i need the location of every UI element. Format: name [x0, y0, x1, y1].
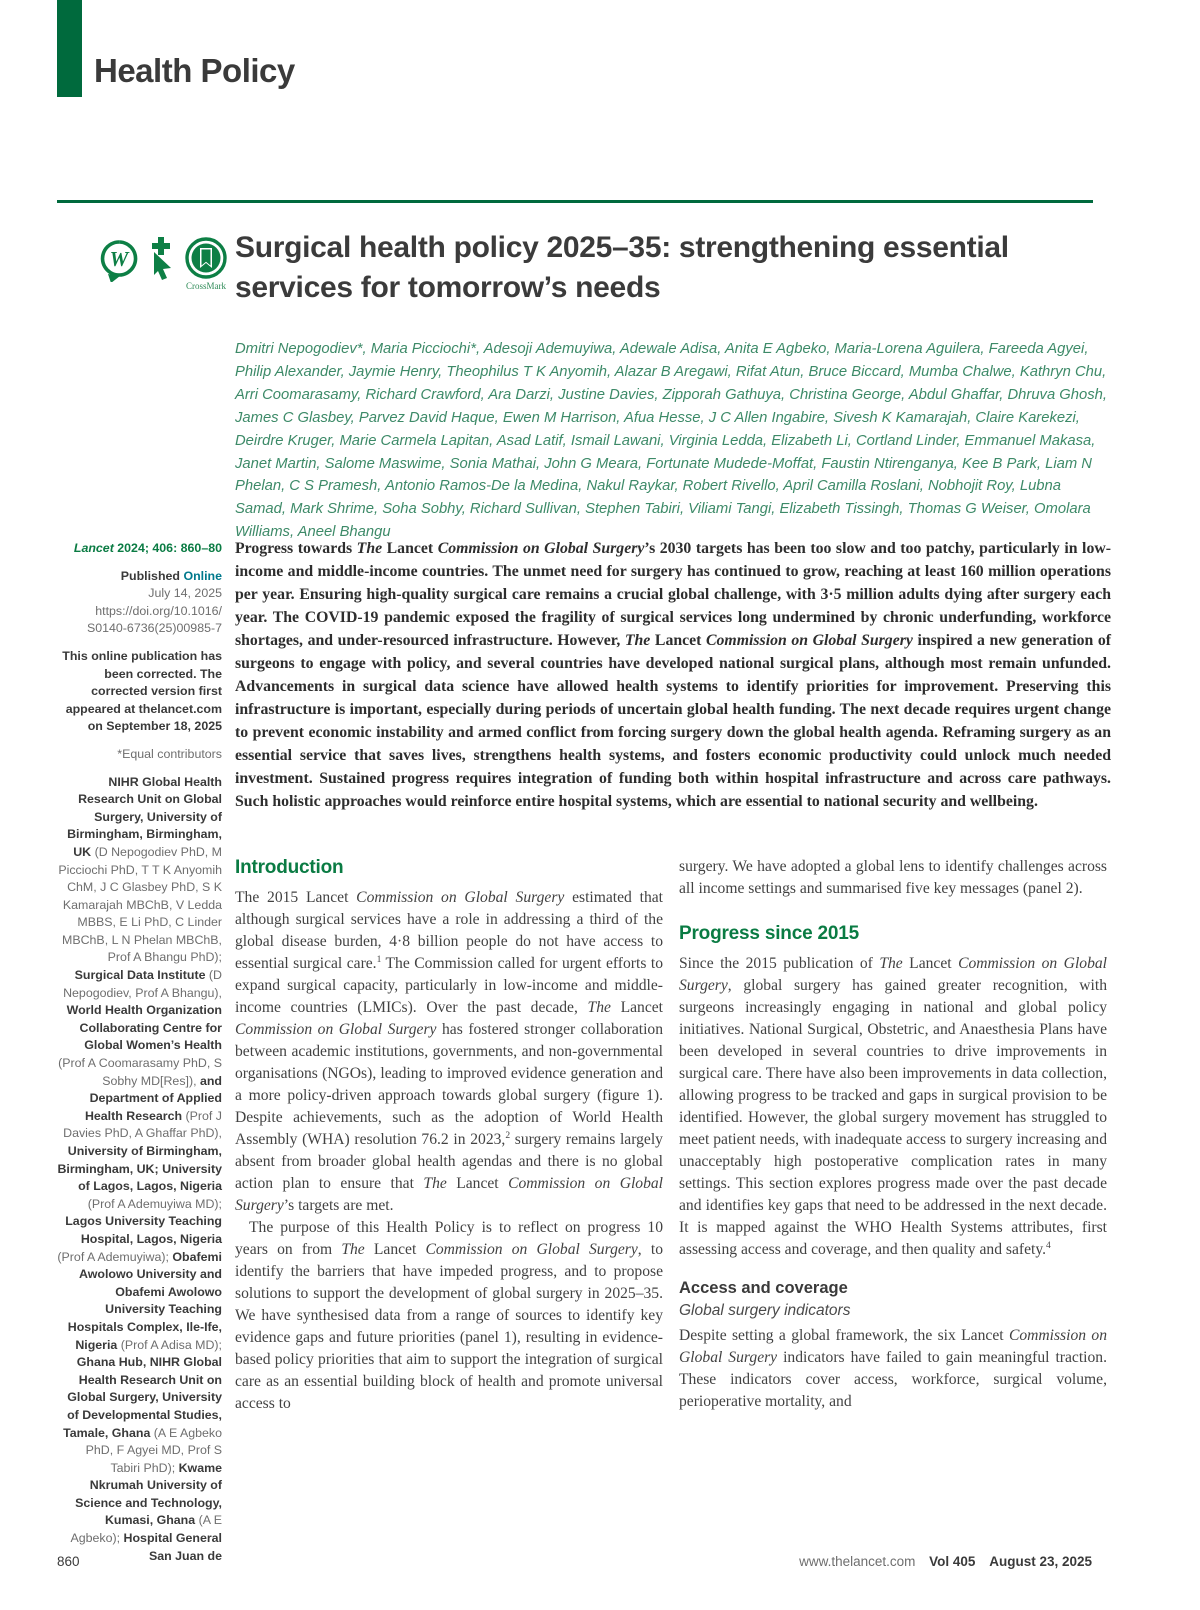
w-circle-icon: [98, 236, 140, 287]
article-title: [235, 228, 1135, 308]
journal-date: August 23, 2025: [989, 1554, 1092, 1569]
published-online-label: Online: [183, 568, 222, 583]
sidebar-metadata: [57, 540, 222, 1575]
header-rule: [57, 200, 1093, 203]
crossmark-badge[interactable]: [184, 236, 228, 291]
correction-note: This online publication has been corrected. The corrected version first appeared at thelancet.com on September 18, 2025: [62, 648, 222, 734]
affiliations: NIHR Global Health Research Unit on Global Surgery, University of Birmingham, Birmingham, UK (D Nepogodiev PhD, M Picciochi PhD, T T K Anyomih ChM, J C Glasbey PhD, S K Kamarajah MBChB, V Ledda MBBS, E Li PhD, C Linder MBChB, L N Phelan MBChB, Prof A Bhangu PhD); Surgical Data Institute (D Nepogodiev, Prof A Bhangu), World Health Organization Collaborating Centre for Global Women’s Health (Prof A Coomarasamy PhD, S Sobhy MD[Res]), and Department of Applied Health Research (Prof J Davies PhD, A Ghaffar PhD), University of Birmingham, Birmingham, UK; University of Lagos, Lagos, Nigeria (Prof A Ademuyiwa MD); Lagos University Teaching Hospital, Lagos, Nigeria (Prof A Ademuyiwa); Obafemi Awolowo University and Obafemi Awolowo University Teaching Hospitals Complex, Ile-Ife, Nigeria (Prof A Adisa MD); Ghana Hub, NIHR Global Health Research Unit on Global Surgery, University of Developmental Studies, Tamale, Ghana (A E Agbeko PhD, F Agyei MD, Prof S Tabiri PhD); Kwame Nkrumah University of Science and Technology, Kumasi, Ghana (A E Agbeko); Hospital General San Juan de: [57, 774, 222, 1563]
intro-paragraph-2: The purpose of this Health Policy is to reflect on progress 10 years on from The Lancet Commission on Global Surgery, to identify the barriers that have impeded progress, and to propose solutions to support the development of global surgery in 2025–35. We have synthesised data from a range of sources to identify key evidence gaps and future priorities (panel 1), resulting in evidence-based policy priorities that aim to support the integration of surgical care as an essential building block of health and promote universal access to: [235, 1219, 663, 1412]
body-column-left: [235, 856, 663, 1415]
continuation-paragraph: surgery. We have adopted a global lens to identify challenges across all income settings and summarised five key messages (panel 2).: [679, 858, 1107, 897]
equal-contributors-note: *Equal contributors: [117, 746, 222, 761]
journal-website: www.thelancet.com: [799, 1554, 916, 1569]
subheading-access-coverage: Access and coverage: [679, 1279, 848, 1297]
progress-paragraph: Since the 2015 publication of The Lancet Commission on Global Surgery, global surgery has gained greater recognition, with surgeons increasingly engaging in national and global policy initiatives. National Surgical, Obstetric, and Anaesthesia Plans have been developed in several countries to drive improvements in surgical care. There have also been improvements in data collection, allowing progress to be tracked and gaps in surgical provision to be identified. However, the global surgery movement has struggled to meet patient needs, with inadequate access to surgery increasing and unacceptably high postoperative complication rates in many settings. This section explores progress made over the past decade and identifies key gaps that need to be addressed in the next decade. It is mapped against the WHO Health Systems attributes, first assessing access and coverage, and then quality and safety.$^4$: [679, 955, 1108, 1258]
title-line-2: services for tomorrow’s needs: [235, 271, 661, 304]
title-line-1: Surgical health policy 2025–35: strengthening essential: [235, 231, 1009, 264]
abstract-text: Progress towards The Lancet Commission on Global Surgery’s 2030 targets has been too slow and too patchy, particularly in low-income and middle-income countries. The unmet need for surgery has continued to grow, reaching at least 160 million operations per year. Ensuring high-quality surgical care remains a crucial global challenge, with 3·5 million adults dying after surgery each year. The COVID-19 pandemic exposed the fragility of surgical services long undermined by chronic underfunding, workforce shortages, and under-resourced infrastructure. However, The Lancet Commission on Global Surgery inspired a new generation of surgeons to engage with policy, and several countries have developed national surgical plans, although most remain unfunded. Advancements in surgical data science have allowed health systems to identify priorities for improvement. Preserving this infrastructure is important, especially during periods of uncertain global health funding. The next decade requires urgent change to prevent economic instability and armed conflict from forcing surgery down the global health agenda. Reframing surgery as an essential service that saves lives, strengthens health systems, and fosters economic productivity could unlock much needed investment. Sustained progress requires integration of funding both within hospital infrastructure and across care pathways. Such holistic approaches would reinforce entire hospital systems, which are essential to national security and wellbeing.: [235, 540, 1112, 810]
crossmark-label: CrossMark: [186, 281, 226, 291]
published-date: July 14, 2025: [148, 586, 222, 601]
footer-journal-info: [799, 1554, 1092, 1569]
doi-link-line1[interactable]: https://doi.org/10.1016/: [95, 603, 222, 618]
svg-text:W: W: [109, 247, 129, 271]
indicators-paragraph: Despite setting a global framework, the six Lancet Commission on Global Surgery indicators have failed to gain meaningful traction. These indicators cover access, workforce, surgical volume, perioperative mortality, and: [679, 1327, 1108, 1410]
page-number: 860: [57, 1554, 80, 1569]
intro-paragraph-1: The 2015 Lancet Commission on Global Surgery estimated that although surgical services have a role in addressing a third of the global disease burden, 4·8 billion people do not have access to essential surgical care.$^1$ The Commission called for urgent efforts to expand surgical capacity, particularly in low-income and middle-income countries (LMICs). Over the past decade, The Lancet Commission on Global Surgery has fostered stronger collaboration between academic institutions, governments, and non-governmental organisations (NGOs), leading to improved evidence generation and a more policy-driven approach towards global surgery (figure 1). Despite achievements, such as the adoption of World Health Assembly (WHA) resolution 76.2 in 2023,$^2$ surgery remains largely absent from broader global health agendas and there is no global action plan to ensure that The Lancet Commission on Global Surgery’s targets are met.: [235, 889, 664, 1214]
body-column-right: [679, 856, 1107, 1413]
publication-info: [57, 568, 222, 638]
author-list: Dmitri Nepogodiev*, Maria Picciochi*, Adesoji Ademuyiwa, Adewale Adisa, Anita E Agbeko, Maria-Lorena Aguilera, Fareeda Agyei, Philip Alexander, Jaymie Henry, Theophilus T K Anyomih, Alazar B Aregawi, Rifat Atun, Bruce Biccard, Mumba Chalwe, Kathryn Chu, Arri Coomarasamy, Richard Crawford, Ara Darzi, Justine Davies, Zipporah Gathuya, Christina George, Abdul Ghaffar, Dhruva Ghosh, James C Glasbey, Parvez David Haque, Ewen M Harrison, Afua Hesse, J C Allen Ingabire, Sivesh K Kamarajah, Claire Karekezi, Deirdre Kruger, Marie Carmela Lapitan, Asad Latif, Ismail Lawani, Virginia Ledda, Elizabeth Li, Cortland Linder, Emmanuel Makasa, Janet Martin, Salome Maswime, Sonia Mathai, John G Meara, Fortunate Mudede-Moffat, Faustin Ntirenganya, Kee B Park, Liam N Phelan, C S Pramesh, Antonio Ramos-De la Medina, Nakul Raykar, Robert Rivello, April Camilla Roslani, Nobhojit Roy, Lubna Samad, Mark Shrime, Soha Sobhy, Richard Sullivan, Stephen Tabiri, Viliami Tangi, Elizabeth Tissingh, Thomas G Weiser, Omolara Williams, Aneel Bhangu: [235, 341, 1108, 541]
journal-volume: Vol 405: [929, 1554, 976, 1569]
article-badges: [98, 236, 228, 291]
section-heading-introduction: Introduction: [235, 857, 344, 878]
citation: Lancet 2024; 406: 860–80: [73, 541, 222, 555]
plus-cursor-icon: [145, 236, 179, 289]
published-label: Published: [120, 568, 180, 583]
section-label: Health Policy: [94, 52, 295, 89]
doi-link-line2[interactable]: S0140-6736(25)00985-7: [86, 621, 222, 636]
crossmark-icon: [184, 236, 228, 280]
section-heading-progress: Progress since 2015: [679, 923, 859, 944]
subheading-global-surgery-indicators: Global surgery indicators: [679, 1302, 851, 1319]
lancet-corner-mark: [57, 0, 82, 97]
